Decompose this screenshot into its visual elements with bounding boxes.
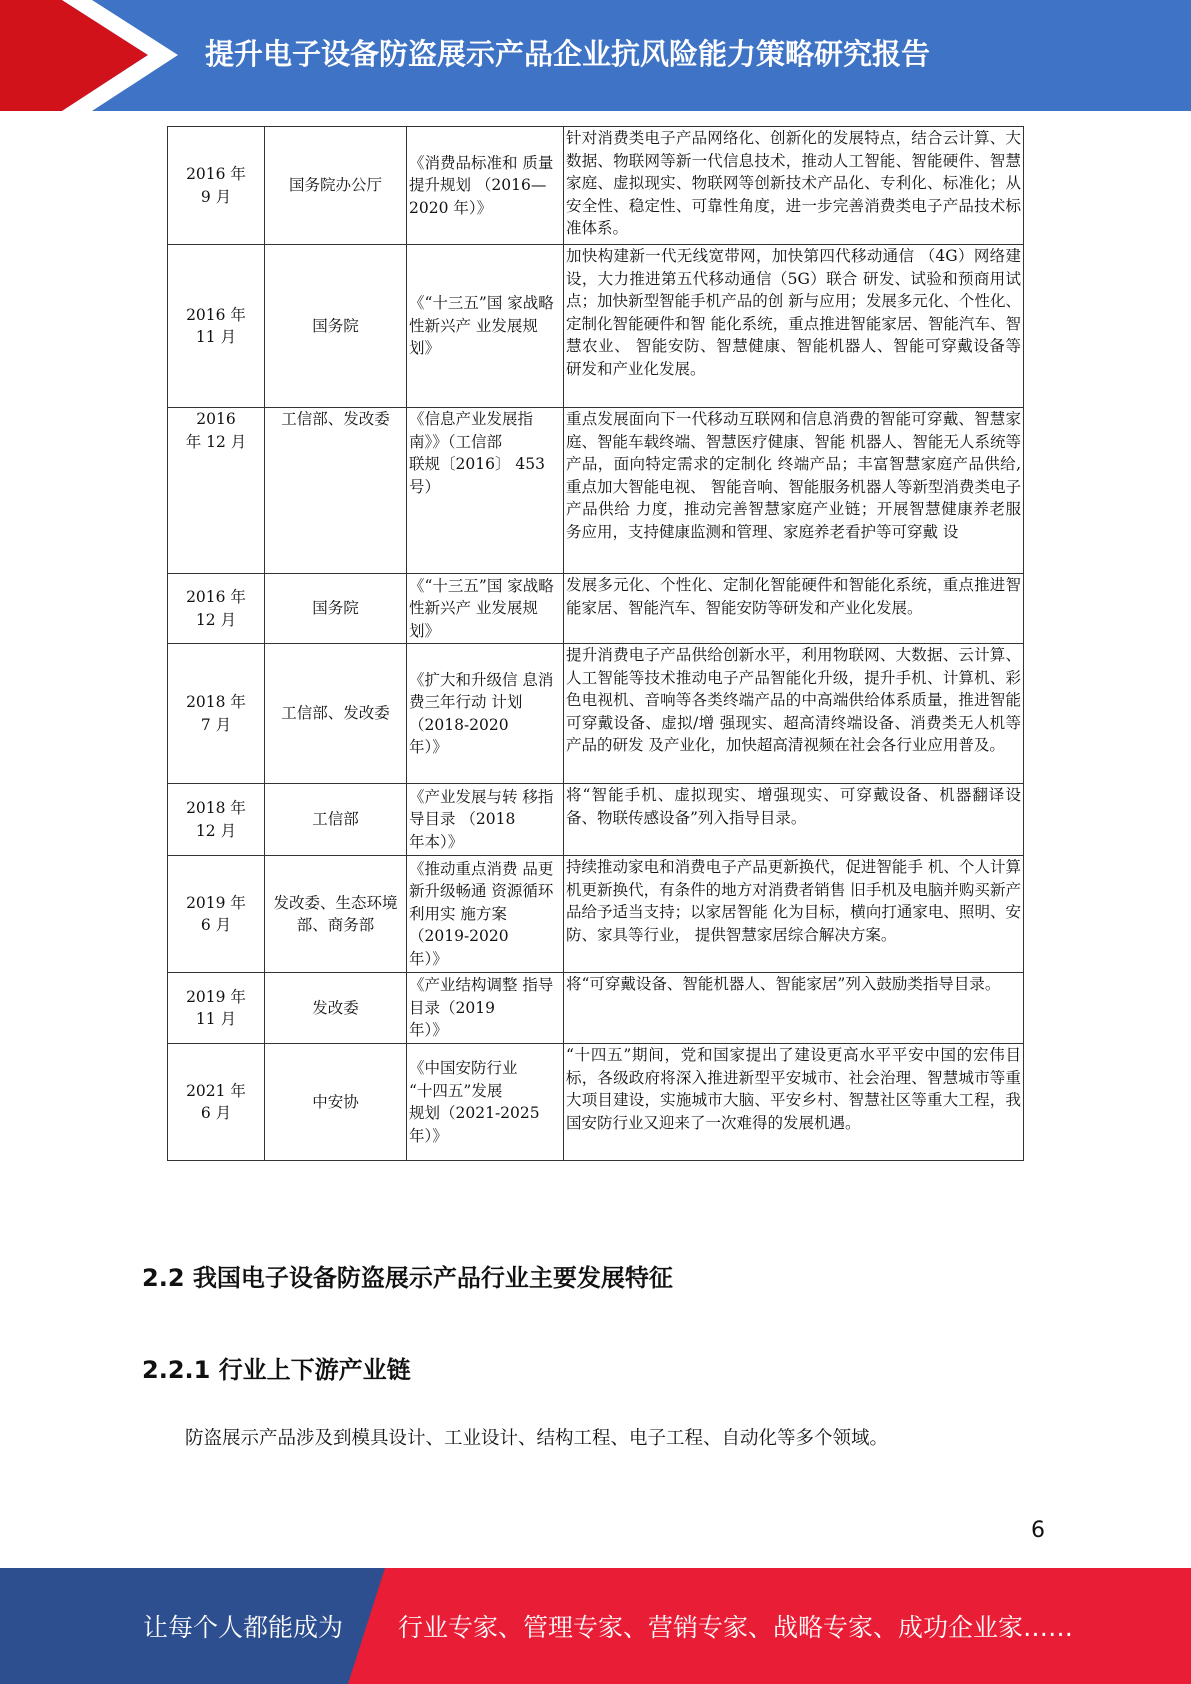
page-header [0,0,1191,111]
row-document: 《“十三五”国 家战略性新兴产 业发展规划》 [407,574,564,644]
row-content: 提升消费电子产品供给创新水平，利用物联网、大数据、云计算、人工智能等技术推动电子产品智能化升级，提升手机、计算机、彩色电视机、音响等各类终端产品的中高端供给体系质量，推进智能可穿戴设备、虚拟/增 强现实、超高清终端设备、消费类无人机等产品的研发 及产业化，加快超高清视频在社会各行业应用普及。 [564,644,1024,784]
row-date: 2021 年 6 月 [168,1044,265,1161]
table-row [168,574,1024,644]
table-row [168,1044,1024,1161]
page-number: 6 [1031,1518,1045,1543]
row-department: 发改委 [265,973,407,1044]
row-document: 《产业发展与转 移指导目录 （2018 年本）》 [407,784,564,856]
row-date: 2019 年 6 月 [168,856,265,973]
row-content [564,408,1024,574]
row-department: 工信部、发改委 [265,644,407,784]
row-document: 《产业结构调整 指导目录（2019 年）》 [407,973,564,1044]
row-department: 中安协 [265,1044,407,1161]
row-content: 将“可穿戴设备、智能机器人、智能家居”列入鼓励类指导目录。 [564,973,1024,1044]
row-department: 国务院 [265,245,407,408]
row-document: 《信息产业发展指南》》（工信部 联规〔2016〕 453 号） [407,408,564,574]
row-content-text: 重点发展面向下一代移动互联网和信息消费的智能可穿戴、智慧家庭、智能车载终端、智慧医疗健康、智能 机器人、智能无人系统等产品，面向特定需求的定制化 终端产品；丰富智慧家庭产品供给,重点加大智能电视、 智能音响、智能服务机器人等新型消费类电子产品供给 力度，推动完善智慧家庭产业链；开展智慧健康养老服 务应用，支持健康监测和管理、家庭养老看护等可穿戴 设 [566,410,1021,541]
section-heading-2-2: 2.2 我国电子设备防盗展示产品行业主要发展特征 [142,1264,673,1292]
row-document: 《“十三五”国 家战略性新兴产 业发展规划》 [407,245,564,408]
row-department: 国务院 [265,574,407,644]
table-row [168,245,1024,408]
row-document: 《扩大和升级信 息消费三年行动 计划（2018-2020 年）》 [407,644,564,784]
table-row [168,973,1024,1044]
table-row [168,408,1024,574]
row-document: 《中国安防行业 “十四五”发展 规划（2021-2025 年）》 [407,1044,564,1161]
report-title: 提升电子设备防盗展示产品企业抗风险能力策略研究报告 [205,37,931,71]
policy-table [167,126,1024,1161]
row-department: 发改委、生态环境部、商务部 [265,856,407,973]
section-heading-2-2-1: 2.2.1 行业上下游产业链 [142,1356,411,1384]
page-footer [0,1568,1191,1684]
table-row [168,784,1024,856]
body-paragraph: 防盗展示产品涉及到模具设计、工业设计、结构工程、电子工程、自动化等多个领域。 [185,1428,889,1449]
row-date: 2016 年 11 月 [168,245,265,408]
row-department: 工信部 [265,784,407,856]
row-content: 持续推动家电和消费电子产品更新换代，促进智能手 机、个人计算机更新换代，有条件的地方对消费者销售 旧手机及电脑并购买新产品给予适当支持；以家居智能 化为目标，横向打通家电、照明、安防、家具等行业， 提供智慧家居综合解决方案。 [564,856,1024,973]
row-date: 2016 年 12 月 [168,574,265,644]
table-row [168,856,1024,973]
row-content: 将“智能手机、虚拟现实、增强现实、可穿戴设备、机器翻译设备、物联传感设备”列入指导目录。 [564,784,1024,856]
footer-slogan-right: 行业专家、管理专家、营销专家、战略专家、成功企业家…… [398,1613,1074,1642]
row-date: 2018 年 12 月 [168,784,265,856]
row-department: 国务院办公厅 [265,127,407,245]
row-department: 工信部、发改委 [265,408,407,574]
row-content: 针对消费类电子产品网络化、创新化的发展特点，结合云计算、大数据、物联网等新一代信息技术，推动人工智能、智能硬件、智慧家庭、虚拟现实、物联网等创新技术产品化、专利化、标准化；从安全性、稳定性、可靠性角度，进一步完善消费类电子产品技术标准体系。 [564,127,1024,245]
row-content: “十四五”期间，党和国家提出了建设更高水平平安中国的宏伟目标，各级政府将深入推进新型平安城市、社会治理、智慧城市等重大项目建设，实施城市大脑、平安乡村、智慧社区等重大工程，我国安防行业又迎来了一次难得的发展机遇。 [564,1044,1024,1161]
footer-slogan-left: 让每个人都能成为 [143,1613,344,1642]
row-date: 2016 年 9 月 [168,127,265,245]
row-content: 发展多元化、个性化、定制化智能硬件和智能化系统，重点推进智能家居、智能汽车、智能安防等研发和产业化发展。 [564,574,1024,644]
row-document: 《推动重点消费 品更新升级畅通 资源循环利用实 施方案（2019-2020 年）》 [407,856,564,973]
row-date: 2016 年 12 月 [168,408,265,574]
table-row [168,644,1024,784]
row-content: 加快构建新一代无线宽带网，加快第四代移动通信 （4G）网络建设，大力推进第五代移动通信（5G）联合 研发、试验和预商用试点；加快新型智能手机产品的创 新与应用；发展多元化、个性化、定制化智能硬件和智 能化系统，重点推进智能家居、智能汽车、智慧农业、 智能安防、智慧健康、智能机器人、智能可穿戴设备等 研发和产业化发展。 [564,245,1024,408]
row-date: 2019 年 11 月 [168,973,265,1044]
row-document: 《消费品标准和 质量提升规划 （2016—2020 年）》 [407,127,564,245]
row-date: 2018 年 7 月 [168,644,265,784]
table-row [168,127,1024,245]
